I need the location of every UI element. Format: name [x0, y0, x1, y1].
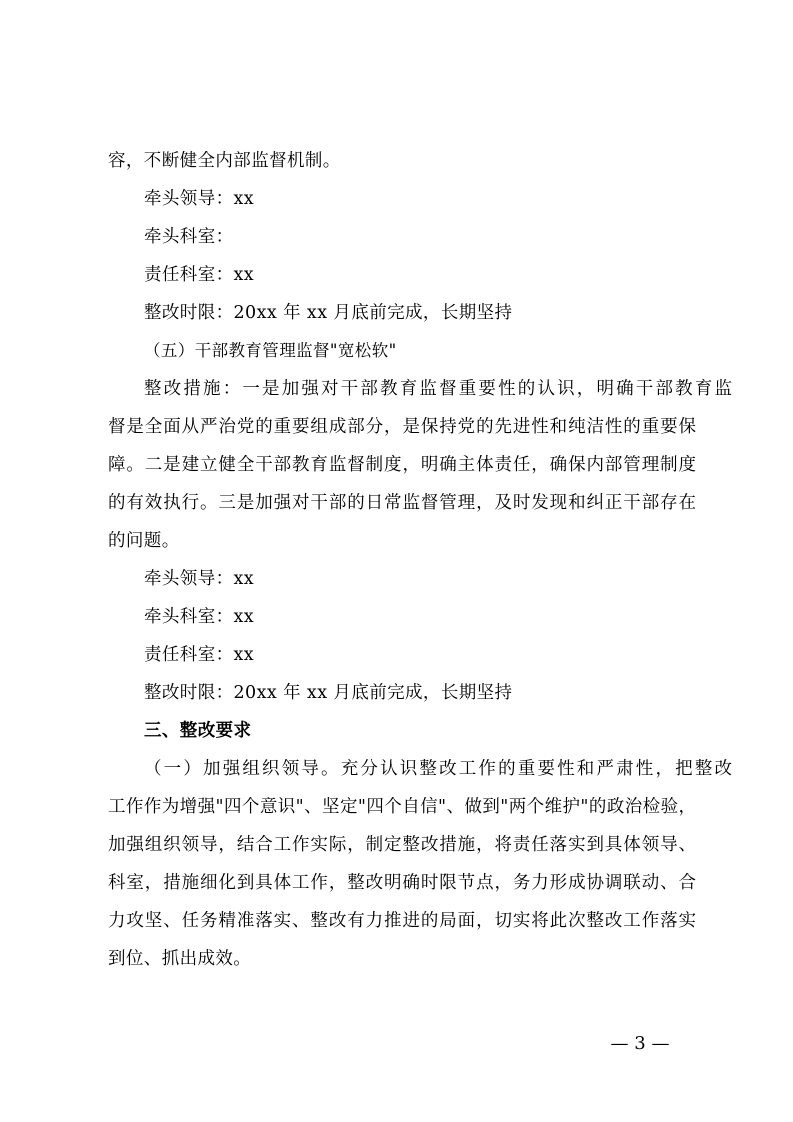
paragraph-line: 的问题。 — [108, 531, 180, 551]
lead-department-label: 牵头科室： — [144, 227, 234, 247]
paragraph-line: （一）加强组织领导。充分认识整改工作的重要性和严肃性，把整改 — [144, 759, 732, 779]
paragraph-line: 的有效执行。三是加强对干部的日常监督管理，及时发现和纠正干部存在 — [108, 493, 696, 513]
section-subheading: （五）干部教育管理监督"宽松软" — [144, 341, 397, 360]
deadline-label: 整改时限：20xx 年 xx 月底前完成，长期坚持 — [144, 303, 513, 323]
page-number: — 3 — — [610, 1033, 670, 1054]
paragraph-line: 科室，措施细化到具体工作，整改明确时限节点，务力形成协调联动、合 — [108, 873, 696, 893]
paragraph-line: 督是全面从严治党的重要组成部分，是保持党的先进性和纯洁性的重要保 — [108, 417, 696, 437]
paragraph-line: 容，不断健全内部监督机制。 — [108, 151, 341, 171]
paragraph-line: 加强组织领导，结合工作实际，制定整改措施，将责任落实到具体领导、 — [108, 835, 696, 855]
paragraph-line: 障。二是建立健全干部教育监督制度，明确主体责任，确保内部管理制度 — [108, 455, 696, 475]
paragraph-line: 力攻坚、任务精准落实、整改有力推进的局面，切实将此次整改工作落实 — [108, 911, 696, 931]
paragraph-line: 整改措施：一是加强对干部教育监督重要性的认识，明确干部教育监 — [144, 379, 732, 399]
deadline-label: 整改时限：20xx 年 xx 月底前完成，长期坚持 — [144, 683, 513, 703]
lead-leader-label: 牵头领导：xx — [144, 189, 255, 209]
section-heading: 三、整改要求 — [144, 721, 252, 741]
responsible-department-label: 责任科室：xx — [144, 645, 255, 665]
paragraph-line: 工作作为增强"四个意识"、坚定"四个自信"、做到"两个维护"的政治检验， — [108, 797, 696, 817]
paragraph-line: 到位、抓出成效。 — [108, 949, 252, 969]
lead-leader-label: 牵头领导：xx — [144, 569, 255, 589]
responsible-department-label: 责任科室：xx — [144, 265, 255, 285]
lead-department-label: 牵头科室：xx — [144, 607, 255, 627]
